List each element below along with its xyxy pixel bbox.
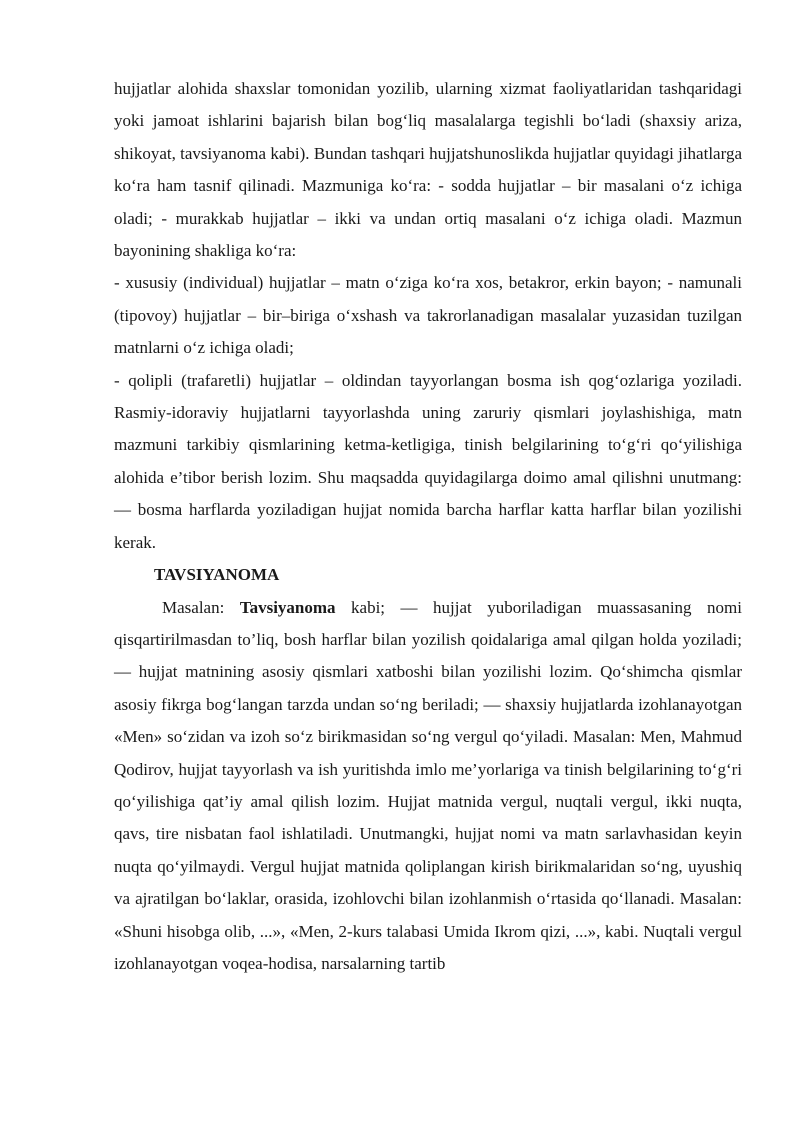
paragraph-classification: hujjatlar alohida shaxslar tomonidan yozilib, ularning xizmat faoliyatlaridan tashqaridagi yoki jamoat ishlarini bajarish bilan bog‘liq masalalarga tegishli bo‘ladi (shaxsiy ariza, shikoyat, tavsiyanoma kabi). Bundan tashqari hujjatshunoslikda hujjatlar quyidagi jihatlarga ko‘ra ham tasnif qilinadi. Mazmuniga ko‘ra: - sodda hujjatlar – bir masalani o‘z ichiga oladi; - murakkab hujjatlar – ikki va undan ortiq masalani o‘z ichiga oladi. Mazmun bayonining shakliga ko‘ra:	[114, 79, 742, 261]
paragraph-recommendation-rules	[114, 592, 742, 981]
paragraph-template-documents: - qolipli (trafaretli) hujjatlar – oldindan tayyorlangan bosma ish qog‘ozlariga yoziladi. Rasmiy-idoraviy hujjatlarni tayyorlashda uning zaruriy qismlari joylashishiga, matn mazmuni tarkibiy qismlarining ketma-ketligiga, tinish belgilarining to‘g‘ri qo‘yilishiga alohida e’tibor berish lozim. Shu maqsadda quyidagilarga doimo amal qilishni unutmang: — bosma harflarda yoziladigan hujjat nomida barcha harflar katta harflar bilan yozilishi kerak.	[114, 370, 742, 552]
paragraph-individual-documents: - xususiy (individual) hujjatlar – matn o‘ziga ko‘ra xos, betakror, erkin bayon; - namunali (tipovoy) hujjatlar – bir–biriga o‘xshash va takrorlanadigan masalalar yuzasidan tuzilgan matnlarni o‘z ichiga oladi;	[114, 273, 742, 358]
paragraph-lead: Masalan:	[162, 597, 240, 617]
document-page	[114, 73, 742, 980]
section-heading: TAVSIYANOMA	[154, 565, 280, 585]
paragraph-body: kabi; — hujjat yuboriladigan muassasaning nomi qisqartirilmasdan to’liq, bosh harflar bilan yozilish qoidalariga amal qilgan holda yoziladi; — hujjat matnining asosiy qismlari xatboshi bilan yozilishi lozim. Qo‘shimcha qismlar asosiy fikrga bog‘langan tarzda undan so‘ng beriladi; — shaxsiy hujjatlarda izohlanayotgan «Men» so‘zidan va izoh so‘z birikmasidan so‘ng vergul qo‘yiladi. Masalan: Men, Mahmud Qodirov, hujjat tayyorlash va ish yuritishda imlo me’yorlariga va tinish belgilarining to‘g‘ri qo‘yilishiga qat’iy amal qilish lozim. Hujjat matnida vergul, nuqtali vergul, ikki nuqta, qavs, tire nisbatan faol ishlatiladi. Unutmangki, hujjat nomi va matn sarlavhasidan keyin nuqta qo‘yilmaydi. Vergul hujjat matnida qoliplangan kirish birikmalaridan so‘ng, uyushiq va ajratilgan bo‘laklar, orasida, izohlovchi bilan izohlanmish o‘rtasida qo‘llanadi. Masalan: «Shuni hisobga olib, ...», «Men, 2-kurs talabasi Umida Ikrom qizi, ...», kabi. Nuqtali vergul izohlanayotgan voqea-hodisa, narsalarning tartib	[114, 597, 742, 973]
emphasized-term: Tavsiyanoma	[239, 597, 336, 617]
